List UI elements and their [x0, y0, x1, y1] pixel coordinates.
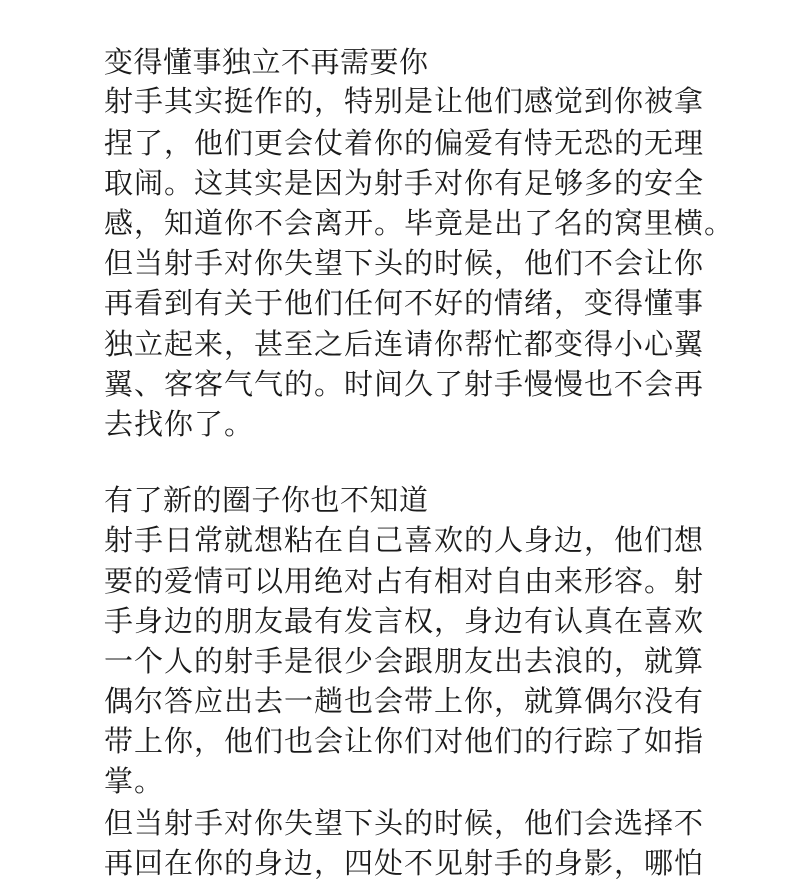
section1-line: 但当射手对你失望下头的时候，他们不会让你 [104, 246, 705, 280]
section1-line: 去找你了。 [104, 407, 255, 441]
section2-line: 手身边的朋友最有发言权，身边有认真在喜欢 [104, 604, 705, 638]
section1-line: 翼、客客气气的。时间久了射手慢慢也不会再 [104, 367, 705, 401]
section2-line: 偶尔答应出去一趟也会带上你，就算偶尔没有 [104, 684, 705, 718]
section1-line: 再看到有关于他们任何不好的情绪，变得懂事 [104, 286, 705, 320]
section2-line: 一个人的射手是很少会跟朋友出去浪的，就算 [104, 644, 705, 678]
section2-heading: 有了新的圈子你也不知道 [104, 483, 429, 517]
section2-line: 掌。 [104, 764, 165, 798]
section1-line: 捏了，他们更会仗着你的偏爱有恃无恐的无理 [104, 126, 705, 160]
section1-line: 独立起来，甚至之后连请你帮忙都变得小心翼 [104, 327, 705, 361]
section2-line: 带上你，他们也会让你们对他们的行踪了如指 [104, 724, 705, 758]
section1-heading: 变得懂事独立不再需要你 [104, 45, 429, 79]
section2-line: 射手日常就想粘在自己喜欢的人身边，他们想 [104, 523, 705, 557]
section1-line: 取闹。这其实是因为射手对你有足够多的安全 [104, 166, 705, 200]
section2-line: 要的爱情可以用绝对占有相对自由来形容。射 [104, 564, 705, 598]
section2-line: 再回在你的身边，四处不见射手的身影，哪怕 [104, 846, 705, 880]
section2-line: 但当射手对你失望下头的时候，他们会选择不 [104, 806, 705, 840]
section1-line: 感，知道你不会离开。毕竟是出了名的窝里横。 [104, 206, 735, 240]
section1-line: 射手其实挺作的，特别是让他们感觉到你被拿 [104, 84, 705, 118]
